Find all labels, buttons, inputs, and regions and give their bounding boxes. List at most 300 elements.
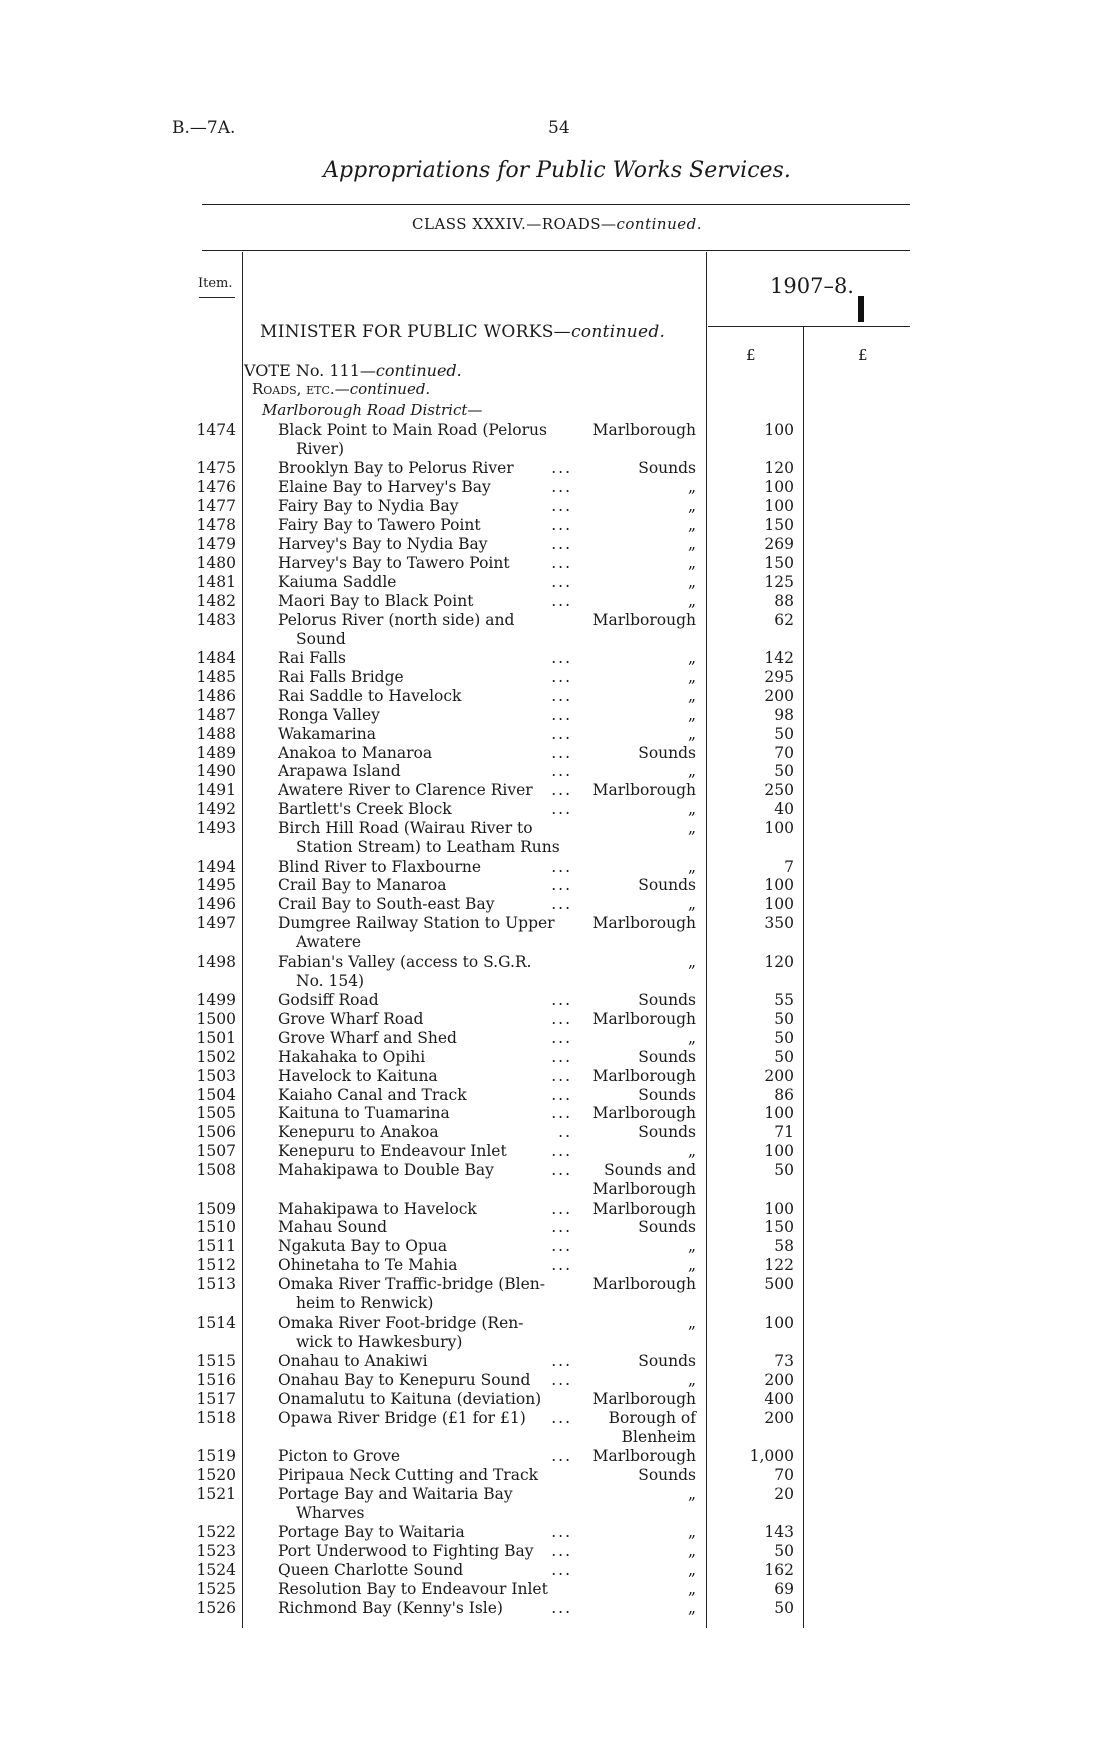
amount-column-divider — [706, 252, 707, 1628]
county — [566, 1371, 696, 1390]
road-name — [278, 876, 578, 895]
vote-heading: VOTE No. 111—continued. — [244, 361, 462, 380]
item-number: 1503 — [196, 1066, 236, 1085]
road-name — [278, 725, 578, 744]
amount: 70 — [774, 743, 794, 762]
amount: 50 — [774, 1028, 794, 1047]
road-name-line: Grove Wharf Road — [278, 1009, 424, 1028]
leader-dots: ... — [551, 1199, 572, 1218]
leader-dots: ... — [551, 1237, 572, 1256]
amount: 50 — [774, 762, 794, 781]
county-line: „ — [687, 667, 696, 686]
road-name — [278, 1523, 578, 1542]
leader-dots: ... — [551, 459, 572, 478]
currency-header-2: £ — [858, 346, 868, 364]
leader-dots: ... — [551, 895, 572, 914]
county — [566, 1485, 696, 1504]
road-name-line: Fairy Bay to Nydia Bay — [278, 497, 459, 516]
amount: 162 — [764, 1561, 794, 1579]
item-number: 1509 — [196, 1199, 236, 1218]
county — [566, 895, 696, 914]
amount: 100 — [764, 819, 794, 838]
road-name-line: Crail Bay to Manaroa — [278, 876, 447, 895]
amount: 150 — [764, 1218, 794, 1237]
county — [566, 1086, 696, 1105]
road-name-line: Onahau to Anakiwi — [278, 1351, 428, 1370]
county-line: „ — [687, 1237, 696, 1256]
road-name-continuation: heim to Renwick) — [296, 1294, 434, 1313]
leader-dots: ... — [551, 991, 572, 1009]
road-name-line: Harvey's Bay to Nydia Bay — [278, 535, 488, 553]
district-heading: Marlborough Road District— — [262, 401, 483, 419]
road-name-line: Kenepuru to Endeavour Inlet — [278, 1142, 507, 1161]
road-name-line: Brooklyn Bay to Pelorus River — [278, 459, 514, 478]
county-line: „ — [687, 705, 696, 724]
county — [566, 1542, 696, 1561]
county — [566, 781, 696, 800]
county-line: „ — [687, 952, 696, 971]
amount: 500 — [764, 1275, 794, 1294]
road-name — [278, 781, 578, 800]
amount: 100 — [764, 1142, 794, 1161]
leader-dots: ... — [551, 762, 572, 781]
county — [566, 516, 696, 535]
leader-dots: ... — [551, 1256, 572, 1275]
item-number: 1479 — [196, 535, 236, 553]
county-line: „ — [687, 1370, 696, 1389]
road-name-line: Ngakuta Bay to Opua — [278, 1237, 448, 1256]
county — [566, 1200, 696, 1219]
county-line: „ — [687, 1598, 696, 1617]
item-number: 1499 — [196, 991, 236, 1009]
item-number: 1522 — [196, 1523, 236, 1542]
county — [566, 687, 696, 706]
county — [566, 1010, 696, 1029]
road-name — [278, 1352, 578, 1371]
currency-header-1: £ — [746, 346, 756, 364]
county — [566, 1390, 696, 1409]
class-rule — [202, 250, 910, 251]
amount: 122 — [764, 1256, 794, 1275]
county-line: Marlborough — [592, 1066, 696, 1085]
county — [566, 478, 696, 497]
road-name — [278, 1409, 578, 1428]
county — [566, 1142, 696, 1161]
county-line: Sounds and — [604, 1161, 696, 1180]
page-number: 54 — [548, 118, 570, 138]
item-number: 1504 — [196, 1085, 236, 1104]
class-heading: CLASS XXXIV.—ROADS—continued. — [412, 215, 702, 233]
leader-dots: ... — [551, 478, 572, 497]
item-number: 1502 — [196, 1047, 236, 1066]
year-column-header: 1907–8. — [770, 274, 854, 298]
leader-dots: .. — [558, 1123, 572, 1142]
road-name — [278, 895, 578, 914]
item-number: 1490 — [196, 762, 236, 781]
road-name-line: Rai Falls Bridge — [278, 667, 404, 686]
road-name — [278, 1237, 578, 1256]
item-number: 1510 — [196, 1218, 236, 1237]
amount: 125 — [764, 572, 794, 591]
road-name-line: Queen Charlotte Sound — [278, 1561, 464, 1579]
county — [566, 1275, 696, 1294]
county-line: Marlborough — [592, 914, 696, 933]
amount: 7 — [784, 857, 794, 876]
county — [566, 914, 696, 933]
leader-dots: ... — [551, 553, 572, 572]
amount: 50 — [774, 1598, 794, 1617]
road-name — [278, 1447, 578, 1466]
county-line: „ — [687, 1028, 696, 1047]
county — [566, 592, 696, 611]
road-name-continuation: No. 154) — [296, 971, 365, 990]
leader-dots: ... — [551, 649, 572, 667]
road-name-line: Grove Wharf and Shed — [278, 1028, 457, 1047]
road-name — [278, 1029, 578, 1048]
road-name-line: Pelorus River (north side) and — [278, 610, 515, 629]
road-name — [278, 421, 578, 459]
county — [566, 1218, 696, 1237]
amount: 73 — [774, 1351, 794, 1370]
item-number: 1507 — [196, 1142, 236, 1161]
page-title: Appropriations for Public Works Services. — [323, 158, 791, 183]
item-number: 1521 — [196, 1484, 236, 1503]
road-name — [278, 1371, 578, 1390]
amount: 50 — [774, 1047, 794, 1066]
amount: 200 — [764, 686, 794, 705]
item-number: 1515 — [196, 1351, 236, 1370]
county-line: Marlborough — [592, 1199, 696, 1218]
county-line: „ — [687, 800, 696, 819]
county-line: Sounds — [638, 1465, 696, 1484]
county-line: „ — [687, 1542, 696, 1561]
amount: 100 — [764, 1199, 794, 1218]
amount: 86 — [774, 1085, 794, 1104]
county-line: „ — [687, 649, 696, 667]
item-number: 1516 — [196, 1370, 236, 1389]
county — [566, 1466, 696, 1485]
amount: 100 — [764, 421, 794, 439]
county-line: Sounds — [638, 876, 696, 895]
road-name-line: Harvey's Bay to Tawero Point — [278, 553, 510, 572]
road-name — [278, 497, 578, 516]
amount: 100 — [764, 1104, 794, 1123]
county — [566, 1409, 696, 1447]
amount: 142 — [764, 649, 794, 667]
road-name-line: Mahau Sound — [278, 1218, 388, 1237]
leader-dots: ... — [551, 1028, 572, 1047]
road-name-line: Fairy Bay to Tawero Point — [278, 516, 481, 535]
item-column-header: Item. — [198, 276, 233, 291]
road-name — [278, 744, 578, 763]
item-number: 1486 — [196, 686, 236, 705]
county-line: „ — [687, 497, 696, 516]
leader-dots: ... — [551, 1161, 572, 1180]
item-number: 1513 — [196, 1275, 236, 1294]
county-line: „ — [687, 1523, 696, 1542]
leader-dots: ... — [551, 1447, 572, 1465]
county-line: „ — [687, 819, 696, 838]
roads-heading: Roads, etc.—continued. — [252, 380, 431, 398]
county-line: „ — [687, 1142, 696, 1161]
county-line: „ — [687, 591, 696, 610]
road-name-line: Kaituna to Tuamarina — [278, 1104, 450, 1123]
county — [566, 991, 696, 1010]
county-line: Marlborough — [592, 781, 696, 800]
item-number: 1497 — [196, 914, 236, 933]
road-name-line: Mahakipawa to Havelock — [278, 1199, 477, 1218]
road-name-line: Omaka River Foot-bridge (Ren- — [278, 1313, 524, 1332]
item-number: 1498 — [196, 952, 236, 971]
leader-dots: ... — [551, 516, 572, 535]
leader-dots: ... — [551, 497, 572, 516]
county — [566, 953, 696, 972]
item-number: 1485 — [196, 667, 236, 686]
county — [566, 1237, 696, 1256]
road-name — [278, 1466, 578, 1485]
county — [566, 858, 696, 877]
amount: 100 — [764, 478, 794, 497]
road-name — [278, 592, 578, 611]
item-number: 1526 — [196, 1598, 236, 1617]
county-continuation: Blenheim — [621, 1427, 696, 1446]
county-line: Sounds — [638, 743, 696, 762]
county — [566, 1599, 696, 1618]
leader-dots: ... — [551, 1066, 572, 1085]
county — [566, 1523, 696, 1542]
county-line: Sounds — [638, 1123, 696, 1142]
county — [566, 1161, 696, 1199]
road-name-line: Elaine Bay to Harvey's Bay — [278, 478, 491, 497]
item-number: 1475 — [196, 459, 236, 478]
road-name — [278, 573, 578, 592]
item-number: 1514 — [196, 1313, 236, 1332]
road-name — [278, 687, 578, 706]
county-line: „ — [687, 1484, 696, 1503]
second-amount-column-divider — [803, 326, 804, 1628]
county-line: Marlborough — [592, 421, 696, 439]
county-continuation: Marlborough — [592, 1180, 696, 1199]
road-name-line: Resolution Bay to Endeavour Inlet — [278, 1579, 548, 1598]
item-number: 1501 — [196, 1028, 236, 1047]
county-line: „ — [687, 1313, 696, 1332]
amount: 69 — [774, 1579, 794, 1598]
leader-dots: ... — [551, 1598, 572, 1617]
road-name-line: Piripaua Neck Cutting and Track — [278, 1465, 539, 1484]
road-name — [278, 1010, 578, 1029]
leader-dots: ... — [551, 1085, 572, 1104]
amount: 58 — [774, 1237, 794, 1256]
leader-dots: ... — [551, 1142, 572, 1161]
leader-dots: ... — [551, 1408, 572, 1427]
leader-dots: ... — [551, 667, 572, 686]
road-name — [278, 649, 578, 668]
road-name — [278, 706, 578, 725]
road-name-line: Opawa River Bridge (£1 for £1) — [278, 1408, 526, 1427]
year-header-rule — [708, 326, 910, 327]
leader-dots: ... — [551, 705, 572, 724]
item-number: 1478 — [196, 516, 236, 535]
road-name — [278, 668, 578, 687]
item-number: 1512 — [196, 1256, 236, 1275]
item-number: 1484 — [196, 649, 236, 667]
road-name — [278, 1390, 578, 1409]
amount: 71 — [774, 1123, 794, 1142]
county — [566, 1123, 696, 1142]
road-name — [278, 1161, 578, 1180]
road-name-line: Blind River to Flaxbourne — [278, 857, 482, 876]
item-number: 1505 — [196, 1104, 236, 1123]
leader-dots: ... — [551, 724, 572, 743]
county-line: Sounds — [638, 459, 696, 478]
road-name — [278, 762, 578, 781]
amount: 50 — [774, 724, 794, 743]
item-number: 1495 — [196, 876, 236, 895]
road-name-line: Richmond Bay (Kenny's Isle) — [278, 1598, 503, 1617]
road-name-line: Crail Bay to South-east Bay — [278, 895, 495, 914]
road-name-line: Onahau Bay to Kenepuru Sound — [278, 1370, 531, 1389]
amount: 100 — [764, 1313, 794, 1332]
amount: 200 — [764, 1408, 794, 1427]
road-name — [278, 1542, 578, 1561]
road-name-line: Maori Bay to Black Point — [278, 591, 474, 610]
amount: 350 — [764, 914, 794, 933]
road-name-line: Portage Bay and Waitaria Bay — [278, 1484, 513, 1503]
printer-mark — [858, 296, 864, 322]
county-line: Marlborough — [592, 1009, 696, 1028]
county-line: „ — [687, 535, 696, 553]
road-name — [278, 611, 578, 649]
road-name-line: Port Underwood to Fighting Bay — [278, 1542, 534, 1561]
road-name-line: Hakahaka to Opihi — [278, 1047, 426, 1066]
road-name-line: Kaiaho Canal and Track — [278, 1085, 467, 1104]
amount: 70 — [774, 1465, 794, 1484]
county — [566, 706, 696, 725]
county — [566, 1048, 696, 1067]
road-name-line: Ronga Valley — [278, 705, 380, 724]
road-name — [278, 991, 578, 1010]
road-name — [278, 1275, 578, 1313]
leader-dots: ... — [551, 857, 572, 876]
road-name-line: Bartlett's Creek Block — [278, 800, 452, 819]
county-line: Marlborough — [592, 1275, 696, 1294]
county — [566, 1256, 696, 1275]
amount: 143 — [764, 1523, 794, 1542]
leader-dots: ... — [551, 591, 572, 610]
item-number: 1511 — [196, 1237, 236, 1256]
road-name — [278, 819, 578, 857]
county-line: „ — [687, 572, 696, 591]
leader-dots: ... — [551, 800, 572, 819]
item-number: 1493 — [196, 819, 236, 838]
item-number: 1483 — [196, 610, 236, 629]
item-number: 1477 — [196, 497, 236, 516]
county — [566, 800, 696, 819]
leader-dots: ... — [551, 876, 572, 895]
county — [566, 668, 696, 687]
road-name-line: Portage Bay to Waitaria — [278, 1523, 465, 1542]
amount: 50 — [774, 1009, 794, 1028]
road-name — [278, 953, 578, 991]
amount: 50 — [774, 1542, 794, 1561]
road-name-line: Rai Falls — [278, 649, 346, 667]
county — [566, 497, 696, 516]
leader-dots: ... — [551, 1542, 572, 1561]
road-name-line: Birch Hill Road (Wairau River to — [278, 819, 533, 838]
county — [566, 1580, 696, 1599]
amount: 100 — [764, 876, 794, 895]
road-name-line: Havelock to Kaituna — [278, 1066, 438, 1085]
road-name — [278, 858, 578, 877]
county — [566, 459, 696, 478]
county-line: „ — [687, 857, 696, 876]
item-number: 1491 — [196, 781, 236, 800]
county — [566, 421, 696, 440]
county — [566, 1352, 696, 1371]
county — [566, 649, 696, 668]
amount: 120 — [764, 952, 794, 971]
item-header-rule — [199, 297, 235, 298]
county — [566, 1447, 696, 1466]
road-name — [278, 1580, 578, 1599]
amount: 50 — [774, 1161, 794, 1180]
leader-dots: ... — [551, 1523, 572, 1542]
leader-dots: ... — [551, 1351, 572, 1370]
road-name — [278, 1256, 578, 1275]
leader-dots: ... — [551, 535, 572, 553]
county — [566, 1104, 696, 1123]
road-name-line: Onamalutu to Kaituna (deviation) — [278, 1389, 542, 1408]
leader-dots: ... — [551, 1009, 572, 1028]
road-name — [278, 914, 578, 952]
road-name-line: Awatere River to Clarence River — [278, 781, 533, 800]
minister-heading: MINISTER FOR PUBLIC WORKS—continued. — [260, 322, 666, 342]
item-number: 1520 — [196, 1465, 236, 1484]
amount: 200 — [764, 1370, 794, 1389]
road-name-line: Dumgree Railway Station to Upper — [278, 914, 555, 933]
county — [566, 1067, 696, 1086]
title-rule — [202, 204, 910, 205]
item-number: 1481 — [196, 572, 236, 591]
county-line: Marlborough — [592, 1104, 696, 1123]
road-name-line: Kaiuma Saddle — [278, 572, 397, 591]
road-name-line: Ohinetaha to Te Mahia — [278, 1256, 458, 1275]
road-name-line: Picton to Grove — [278, 1447, 401, 1465]
amount: 120 — [764, 459, 794, 478]
county-line: „ — [687, 686, 696, 705]
county — [566, 554, 696, 573]
item-number: 1482 — [196, 591, 236, 610]
amount: 100 — [764, 895, 794, 914]
item-number: 1487 — [196, 705, 236, 724]
item-number: 1523 — [196, 1542, 236, 1561]
road-name — [278, 478, 578, 497]
amount: 100 — [764, 497, 794, 516]
road-name — [278, 1123, 578, 1142]
county-line: „ — [687, 1561, 696, 1579]
amount: 400 — [764, 1389, 794, 1408]
road-name — [278, 1067, 578, 1086]
county — [566, 573, 696, 592]
road-name — [278, 1048, 578, 1067]
amount: 200 — [764, 1066, 794, 1085]
road-name — [278, 459, 578, 478]
amount: 295 — [764, 667, 794, 686]
road-name — [278, 1561, 578, 1580]
road-name-continuation: Sound — [296, 629, 346, 648]
item-number: 1517 — [196, 1389, 236, 1408]
road-name-continuation: Awatere — [296, 933, 361, 952]
